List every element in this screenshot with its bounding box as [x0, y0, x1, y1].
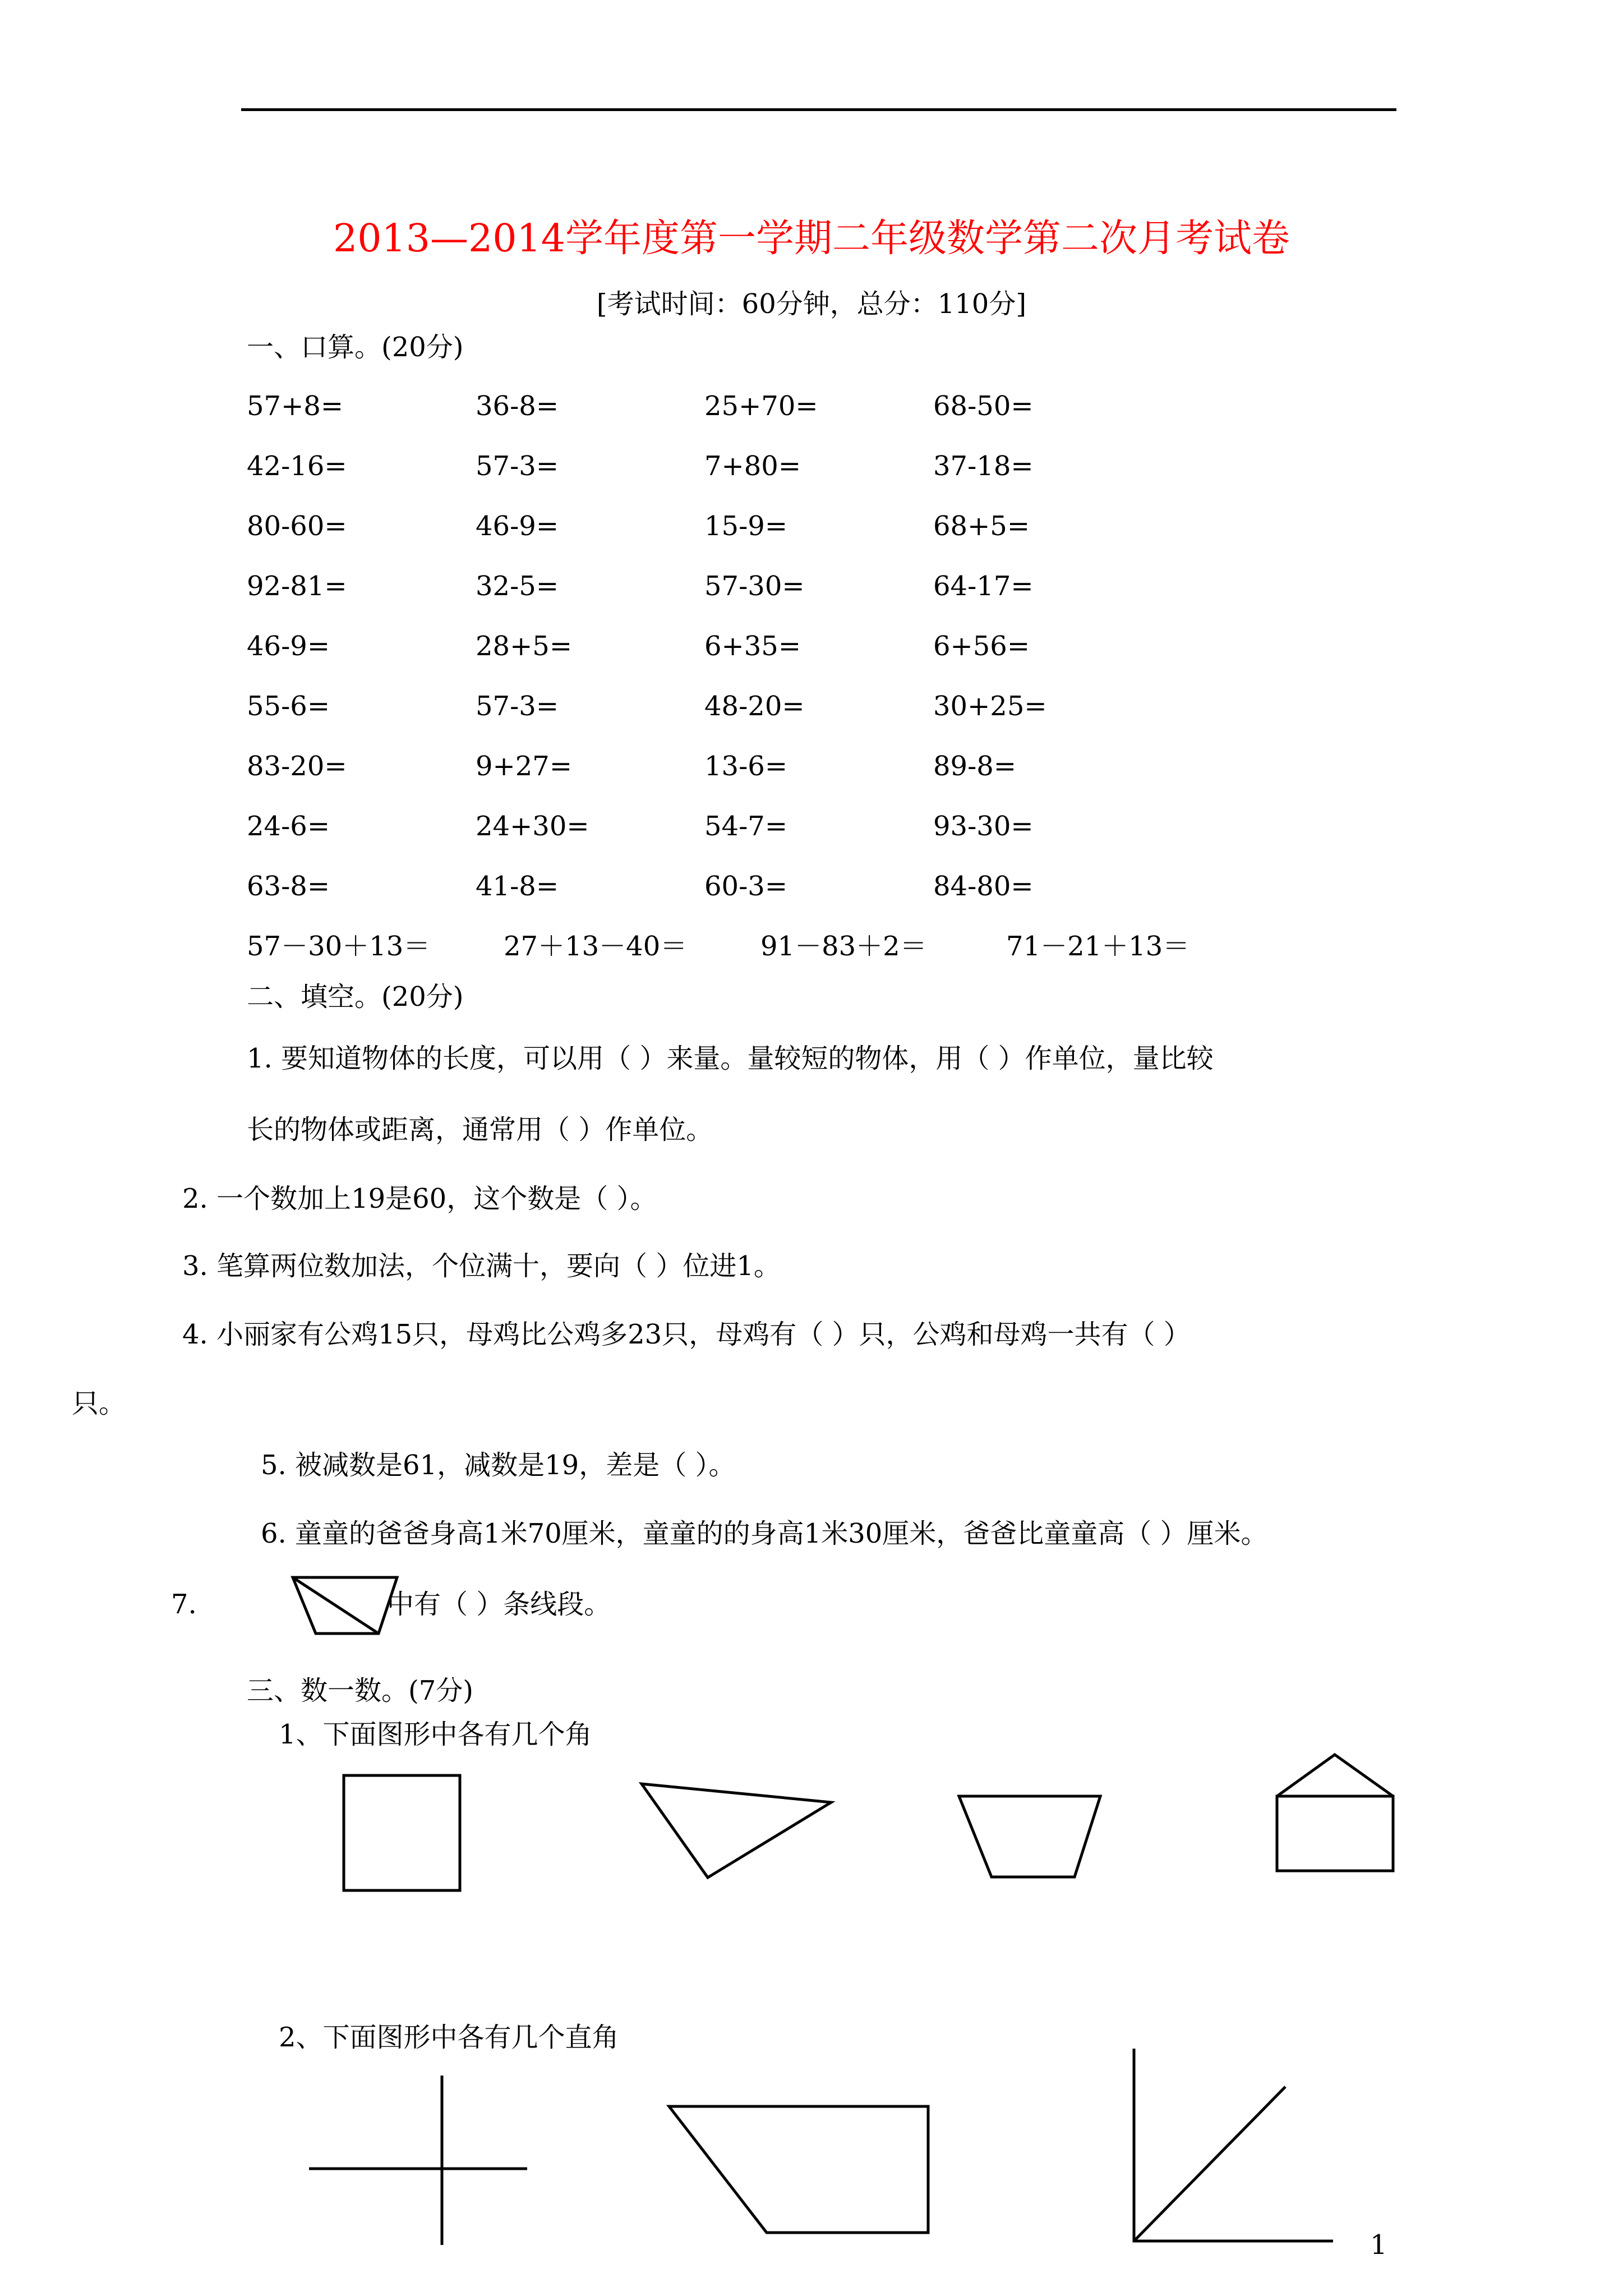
mixed-arithmetic-item: 91－83＋2＝: [760, 931, 927, 962]
arithmetic-item: 57-3=: [476, 691, 559, 722]
section3-heading: 三、数一数。(7分): [247, 1675, 473, 1706]
mixed-arithmetic-item: 57－30＋13＝: [247, 931, 431, 962]
exam-info: [考试时间：60分钟，总分：110分]: [596, 288, 1027, 320]
arithmetic-item: 46-9=: [247, 631, 330, 662]
question-4-line1: 4. 小丽家有公鸡15只，母鸡比公鸡多23只，母鸡有（ ）只，公鸡和母鸡一共有（ ）: [182, 1319, 1191, 1350]
exam-title: 2013—2014学年度第一学期二年级数学第二次月考试卷: [333, 217, 1290, 261]
question-5: 5. 被减数是61，减数是19，差是（ ）。: [261, 1450, 736, 1481]
question-2: 2. 一个数加上19是60，这个数是（ ）。: [182, 1183, 657, 1214]
arithmetic-item: 6+35=: [704, 631, 801, 662]
arithmetic-item: 9+27=: [476, 751, 573, 782]
mixed-arithmetic-item: 27＋13－40＝: [504, 931, 688, 962]
arithmetic-item: 57+8=: [247, 390, 344, 422]
arithmetic-item: 7+80=: [704, 450, 801, 482]
question-4-line2: 只。: [72, 1388, 126, 1419]
arithmetic-item: 54-7=: [704, 811, 788, 842]
arithmetic-item: 36-8=: [476, 390, 559, 422]
q7-trapezoid-figure: [293, 1577, 397, 1634]
arithmetic-item: 64-17=: [933, 570, 1034, 602]
question-7-number: 7.: [171, 1589, 197, 1620]
arithmetic-item: 37-18=: [933, 450, 1034, 482]
arithmetic-item: 55-6=: [247, 691, 330, 722]
mixed-arithmetic-item: 71－21＋13＝: [1006, 931, 1190, 962]
arithmetic-item: 41-8=: [476, 871, 559, 902]
section2-heading: 二、填空。(20分): [247, 981, 464, 1013]
arithmetic-item: 15-9=: [704, 510, 788, 542]
arithmetic-item: 30+25=: [933, 691, 1047, 722]
question-3: 3. 笔算两位数加法，个位满十，要向（ ）位进1。: [182, 1250, 781, 1282]
arithmetic-item: 24-6=: [247, 811, 330, 842]
angle-figure: [1134, 2049, 1333, 2241]
page-number: 1: [1370, 2229, 1387, 2261]
question-7-text: 中有（ ）条线段。: [387, 1589, 611, 1620]
house-figure: [1277, 1755, 1393, 1871]
arithmetic-item: 42-16=: [247, 450, 347, 482]
arithmetic-item: 32-5=: [476, 570, 559, 602]
arithmetic-item: 57-30=: [704, 570, 805, 602]
right-trapezoid-figure: [669, 2106, 928, 2233]
question-1-line2: 长的物体或距离，通常用（ ）作单位。: [247, 1114, 713, 1145]
section1-heading: 一、口算。(20分): [247, 332, 464, 363]
arithmetic-item: 89-8=: [933, 751, 1017, 782]
arithmetic-item: 13-6=: [704, 751, 788, 782]
arithmetic-item: 46-9=: [476, 510, 559, 542]
arithmetic-item: 92-81=: [247, 570, 347, 602]
arithmetic-item: 28+5=: [476, 631, 573, 662]
arithmetic-item: 57-3=: [476, 450, 559, 482]
cross-figure: [309, 2076, 527, 2245]
arithmetic-item: 25+70=: [704, 390, 818, 422]
arithmetic-item: 63-8=: [247, 871, 330, 902]
arithmetic-item: 80-60=: [247, 510, 347, 542]
trapezoid-figure: [959, 1796, 1100, 1877]
square-figure: [344, 1775, 460, 1890]
arithmetic-item: 60-3=: [704, 871, 788, 902]
question-1-line1: 1. 要知道物体的长度，可以用（ ）来量。量较短的物体，用（ ）作单位，量比较: [247, 1043, 1214, 1074]
arithmetic-item: 84-80=: [933, 871, 1034, 902]
section3-sub1: 1、下面图形中各有几个角: [279, 1719, 592, 1750]
arithmetic-item: 93-30=: [933, 811, 1034, 842]
arithmetic-item: 68-50=: [933, 390, 1034, 422]
arithmetic-item: 48-20=: [704, 691, 805, 722]
triangle-figure: [642, 1784, 831, 1878]
arithmetic-item: 83-20=: [247, 751, 347, 782]
arithmetic-item: 68+5=: [933, 510, 1030, 542]
question-6: 6. 童童的爸爸身高1米70厘米，童童的的身高1米30厘米，爸爸比童童高（ ）厘米。: [261, 1518, 1268, 1549]
arithmetic-item: 6+56=: [933, 631, 1030, 662]
arithmetic-item: 24+30=: [476, 811, 589, 842]
section3-sub2: 2、下面图形中各有几个直角: [279, 2022, 619, 2053]
